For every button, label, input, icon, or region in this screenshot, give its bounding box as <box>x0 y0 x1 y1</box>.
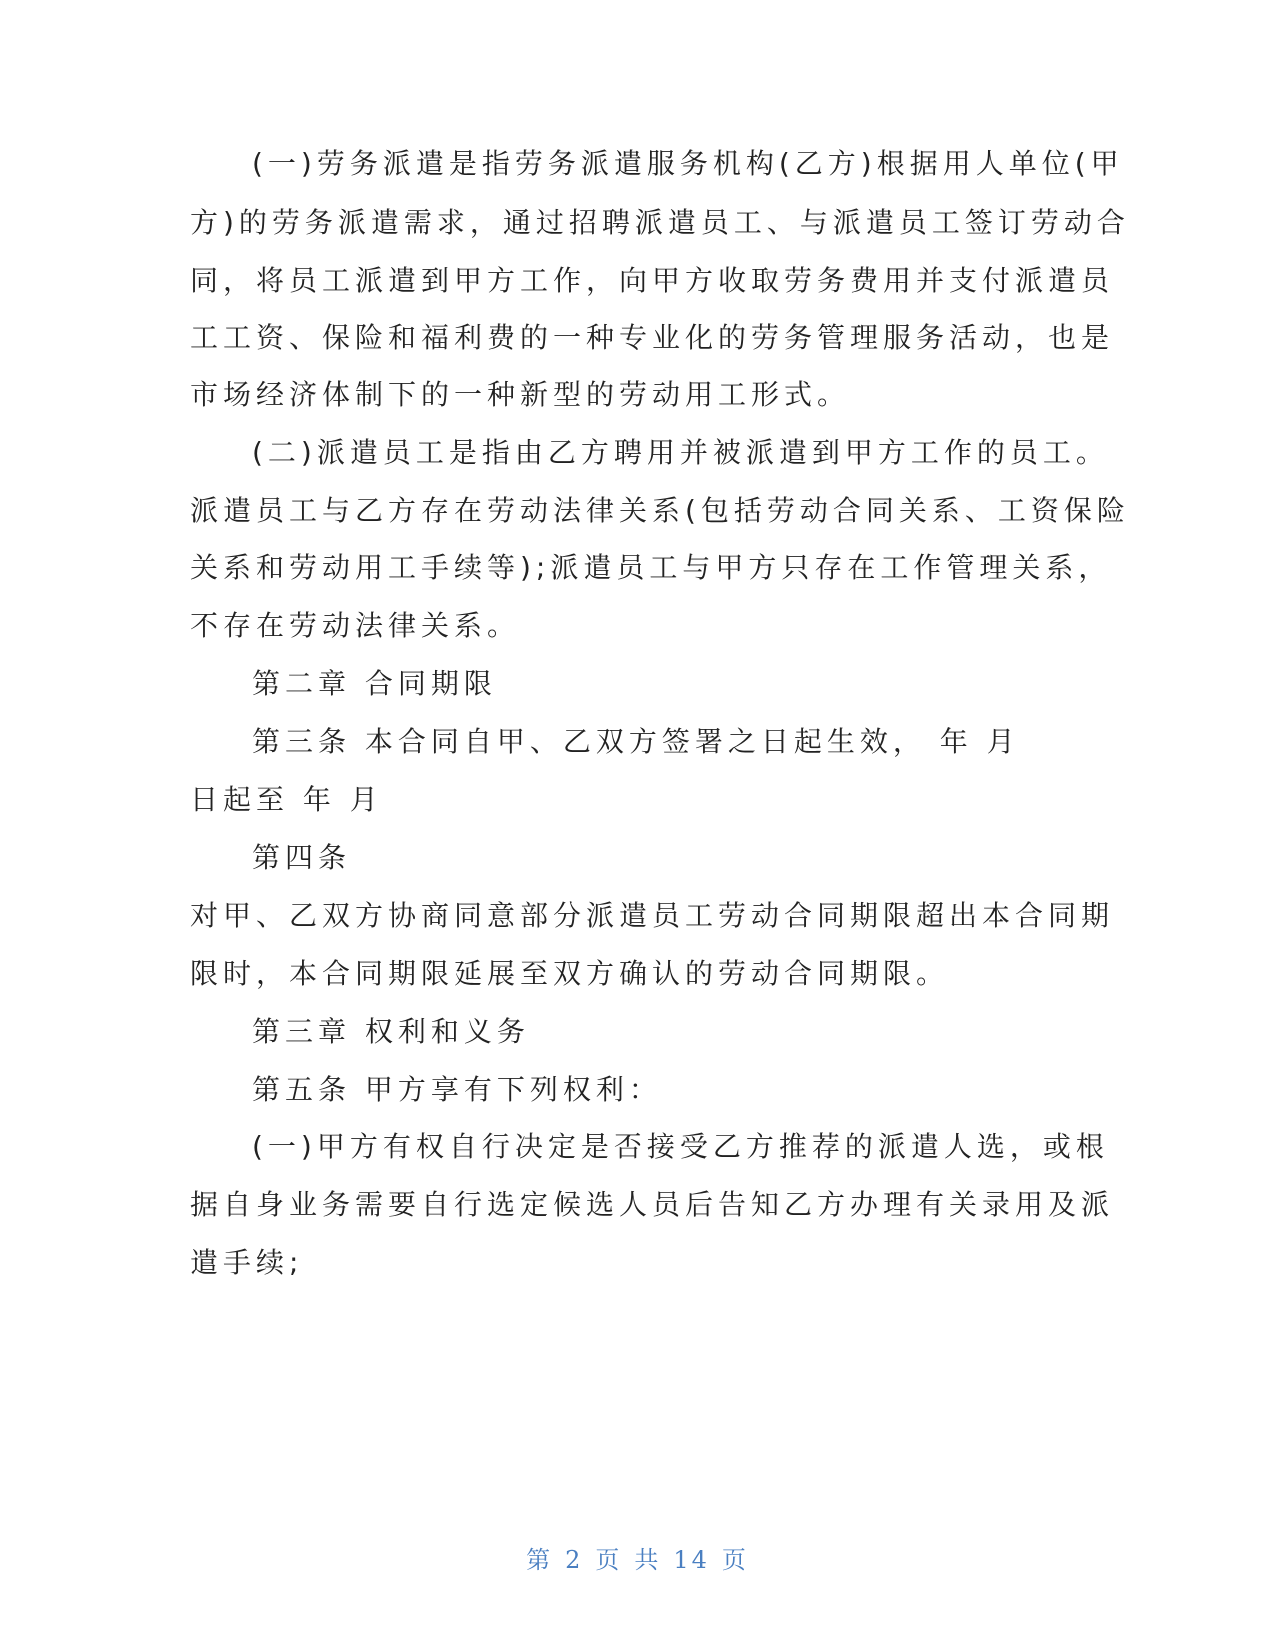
paragraph-line: 市场经济体制下的一种新型的劳动用工形式。 <box>190 378 851 411</box>
paragraph-line: 派遣员工与乙方存在劳动法律关系(包括劳动合同关系、工资保险 <box>190 494 1130 527</box>
page-footer <box>0 1540 1275 1575</box>
footer-suffix: 页 <box>721 1546 749 1574</box>
paragraph-line: 不存在劳动法律关系。 <box>190 609 521 642</box>
paragraph-line: 关系和劳动用工手续等);派遣员工与甲方只存在工作管理关系， <box>190 551 1112 584</box>
total-pages-number: 14 <box>673 1546 710 1574</box>
paragraph-line: 限时，本合同期限延展至双方确认的劳动合同期限。 <box>190 957 950 990</box>
footer-prefix: 第 <box>526 1546 554 1574</box>
footer-page-word: 页 <box>595 1546 623 1574</box>
paragraph-line: 对甲、乙双方协商同意部分派遣员工劳动合同期限超出本合同期 <box>190 899 1115 932</box>
paragraph-line: (一)劳务派遣是指劳务派遣服务机构(乙方)根据用人单位(甲 <box>252 147 1124 180</box>
paragraph-line: 方)的劳务派遣需求，通过招聘派遣员工、与派遣员工签订劳动合 <box>190 206 1130 239</box>
paragraph-line: 工工资、保险和福利费的一种专业化的劳务管理服务活动，也是 <box>190 321 1115 354</box>
paragraph-line: 遣手续; <box>190 1246 304 1279</box>
article-line: 第五条 甲方享有下列权利： <box>252 1073 662 1106</box>
paragraph-line: 据自身业务需要自行选定候选人员后告知乙方办理有关录用及派 <box>190 1188 1115 1221</box>
paragraph-line: (二)派遣员工是指由乙方聘用并被派遣到甲方工作的员工。 <box>252 436 1109 469</box>
article-line: 日起至 年 月 <box>190 783 383 816</box>
footer-total-word: 共 <box>634 1546 662 1574</box>
article-heading: 第四条 <box>252 841 352 874</box>
current-page-number: 2 <box>565 1546 584 1574</box>
paragraph-line: 同，将员工派遣到甲方工作，向甲方收取劳务费用并支付派遣员 <box>190 264 1115 297</box>
chapter-heading: 第三章 权利和义务 <box>252 1015 530 1048</box>
article-line: 第三条 本合同自甲、乙双方签署之日起生效， 年 月 <box>252 725 1020 758</box>
paragraph-line: (一)甲方有权自行决定是否接受乙方推荐的派遣人选，或根 <box>252 1130 1109 1163</box>
chapter-heading: 第二章 合同期限 <box>252 667 497 700</box>
